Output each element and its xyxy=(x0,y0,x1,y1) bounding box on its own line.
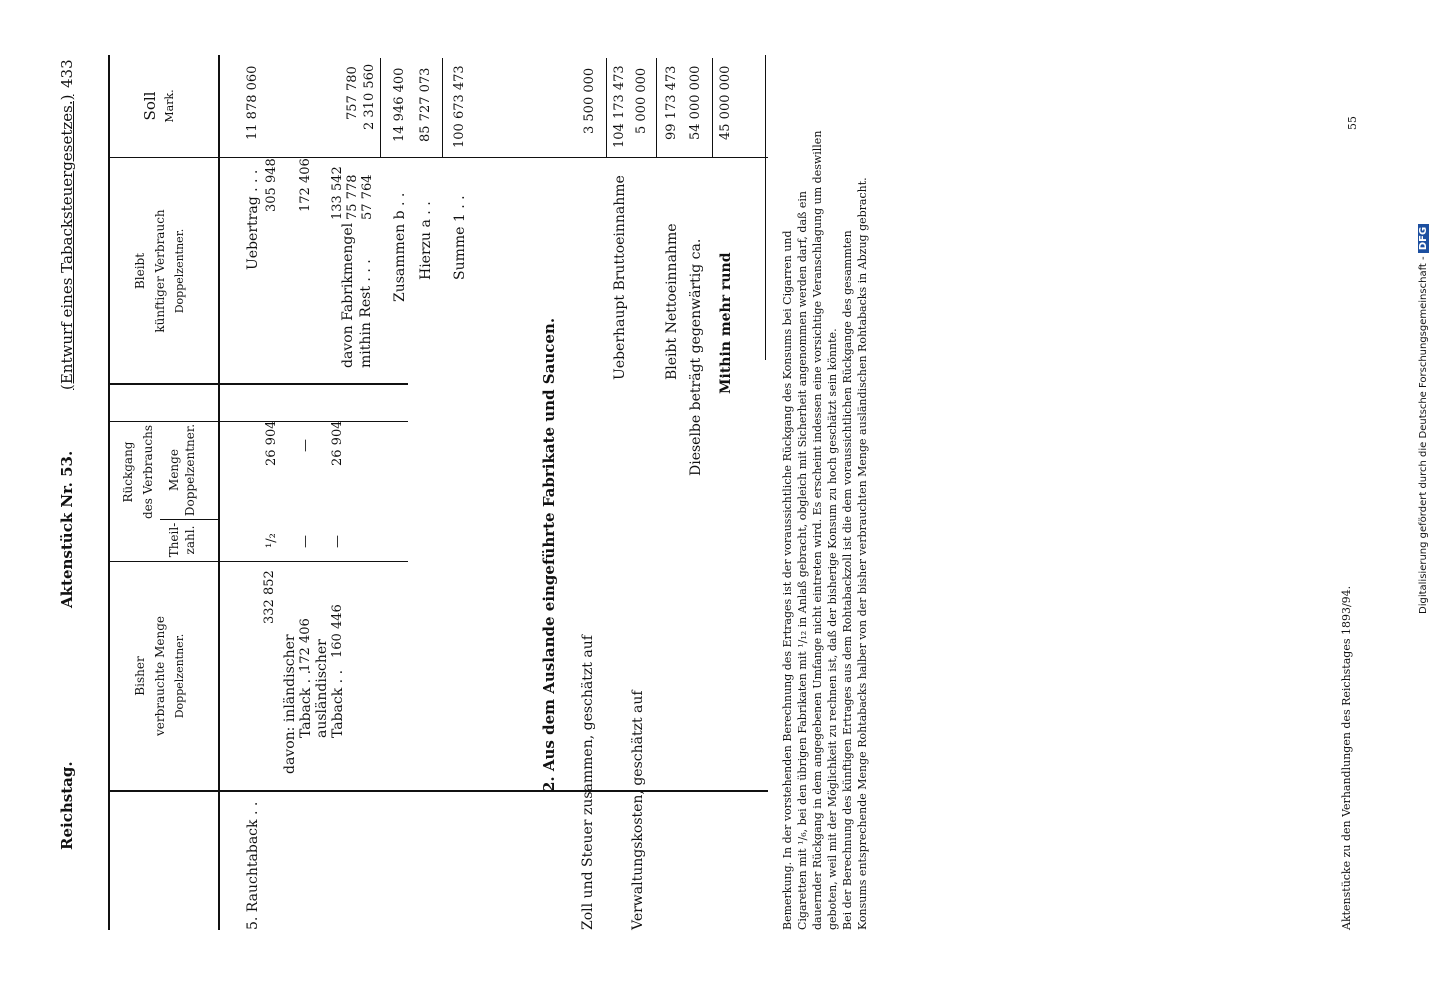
footer-left: Aktenstücke zu den Verhandlungen des Reichstages 1893/94. xyxy=(1340,585,1353,930)
hierzu-val: 85 727 073 xyxy=(418,67,433,142)
row5-tabak1-val: 172 406 xyxy=(298,618,313,672)
netto-label: Bleibt Nettoeinnahme xyxy=(664,223,680,380)
side-attribution: Digitalisierung gefördert durch die Deutsche Forschungsgemeinschaft - DFG xyxy=(1418,224,1429,614)
menge2: 26 904 xyxy=(330,420,345,466)
zoll-label: Zoll und Steuer zusammen, geschätzt auf xyxy=(580,635,596,930)
col-theilzahl: Theil- zahl. xyxy=(167,522,197,558)
summe-val: 100 673 473 xyxy=(452,65,467,148)
dfg-logo: DFG xyxy=(1418,224,1429,253)
sum-line-1 xyxy=(380,58,381,158)
col-menge: Menge Doppelzentner. xyxy=(167,423,197,517)
col-bisher: Bisher verbrauchte Menge Doppelzentner. xyxy=(133,616,186,737)
header-left: Reichstag. xyxy=(58,761,76,850)
davon-fab: davon Fabrikmengel xyxy=(340,222,356,368)
verwaltung-val: 5 000 000 xyxy=(634,67,649,134)
mithin-val: 45 000 000 xyxy=(718,65,733,140)
rest-val: 57 764 xyxy=(360,174,375,220)
mithin-label: Mithin mehr rund xyxy=(718,252,734,394)
gegenwaertig-val: 54 000 000 xyxy=(688,65,703,140)
zoll-val: 3 500 000 xyxy=(582,67,597,134)
sum-line-4 xyxy=(656,58,657,158)
col-rueckgang: Rückgang des Verbrauchs xyxy=(121,424,155,520)
zusammen-val: 14 946 400 xyxy=(392,67,407,142)
soll-fab: 757 780 xyxy=(345,66,360,120)
bleibt2: 172 406 xyxy=(298,158,313,212)
soll-uebertrag: 11 878 060 xyxy=(245,65,260,140)
theil-dash2: — xyxy=(330,535,345,548)
sum-line-5 xyxy=(712,58,713,158)
col-line-1 xyxy=(108,790,768,792)
hierzu: Hierzu a . . xyxy=(418,201,434,280)
section-end-line xyxy=(765,55,766,360)
ueberhaupt-label: Ueberhaupt Bruttoeinnahme xyxy=(612,175,628,380)
row5-auslaendisch: ausländischer xyxy=(314,639,330,738)
menge1: 26 904 xyxy=(264,420,279,466)
note: Bemerkung. In der vorstehenden Berechnung des Ertrages ist der voraussichtliche Rückgang des Konsums bei Cigarren und Cigaretten mit ¹/₆, bei den übrigen Fabrikaten mit ¹/₁₂ in Anlaß gebracht, obgleich mit Sicherheit angenommen werden darf, daß ein dauernder Rückgang in dem angegebenen Umfange nicht eintreten wird. Es erscheint indessen eine vorsichtige Veranschlagung um deswillen geboten, weil mit der Möglichkeit zu rechnen ist, daß der bisherige Konsum zu hoch geschätzt sein könnte. Bei der Berechnung des künftigen Ertrages aus dem Rohtabackzoll ist die dem voraussichtlichen Rückgange des gesammten Konsums entsprechende Menge Rohtabacks halber von der bisher verbrauchten Menge ausländischen Rohtabacks in Abzug gebracht. xyxy=(781,130,869,930)
page-number: 433 xyxy=(58,59,76,88)
netto-val: 99 173 473 xyxy=(664,65,679,140)
menge-dash: — xyxy=(298,439,313,452)
sum-line-2 xyxy=(442,58,443,158)
row5-tabak1: Taback . . xyxy=(298,669,314,738)
table-head-line xyxy=(218,55,220,930)
row5-davon: davon: inländischer xyxy=(282,634,298,774)
theil-dash1: — xyxy=(298,535,313,548)
bleibt1: 305 948 xyxy=(264,158,279,212)
row5-tabak2: Taback . . xyxy=(330,669,346,738)
header-title: (Entwurf eines Tabacksteuergesetzes.) xyxy=(58,94,76,390)
theil-frac: ¹/₂ xyxy=(264,533,279,548)
fab-val2: 75 778 xyxy=(345,174,360,220)
col-bleibt: Bleibt künftiger Verbrauch Doppelzentner. xyxy=(133,209,186,333)
ueberhaupt-val: 104 173 473 xyxy=(612,65,627,148)
col-soll: Soll Mark. xyxy=(141,89,176,123)
verwaltung-label: Verwaltungskosten, geschätzt auf xyxy=(630,690,646,930)
footer-right: 55 xyxy=(1346,116,1359,130)
uebertrag: Uebertrag . . . xyxy=(245,169,261,270)
gegenwaertig-label: Dieselbe beträgt gegenwärtig ca. xyxy=(688,238,704,476)
zusammen: Zusammen b . . xyxy=(392,192,408,302)
fab-val: 133 542 xyxy=(330,166,345,220)
row5-total: 332 852 xyxy=(262,570,277,624)
sum-line-3 xyxy=(606,58,607,158)
section2-heading: 2. Aus dem Auslande eingeführte Fabrikate und Saucen. xyxy=(540,317,558,792)
soll-rest: 2 310 560 xyxy=(362,63,377,130)
row5-label: 5. Rauchtaback . . xyxy=(245,801,261,930)
header-doc: Aktenstück Nr. 53. xyxy=(58,450,76,608)
col-line-5 xyxy=(108,157,768,158)
table-top-line xyxy=(108,55,110,930)
row5-tabak2-val: 160 446 xyxy=(330,604,345,658)
summe: Summe 1 . . xyxy=(452,195,468,280)
mithin-rest: mithin Rest . . . xyxy=(358,259,374,368)
